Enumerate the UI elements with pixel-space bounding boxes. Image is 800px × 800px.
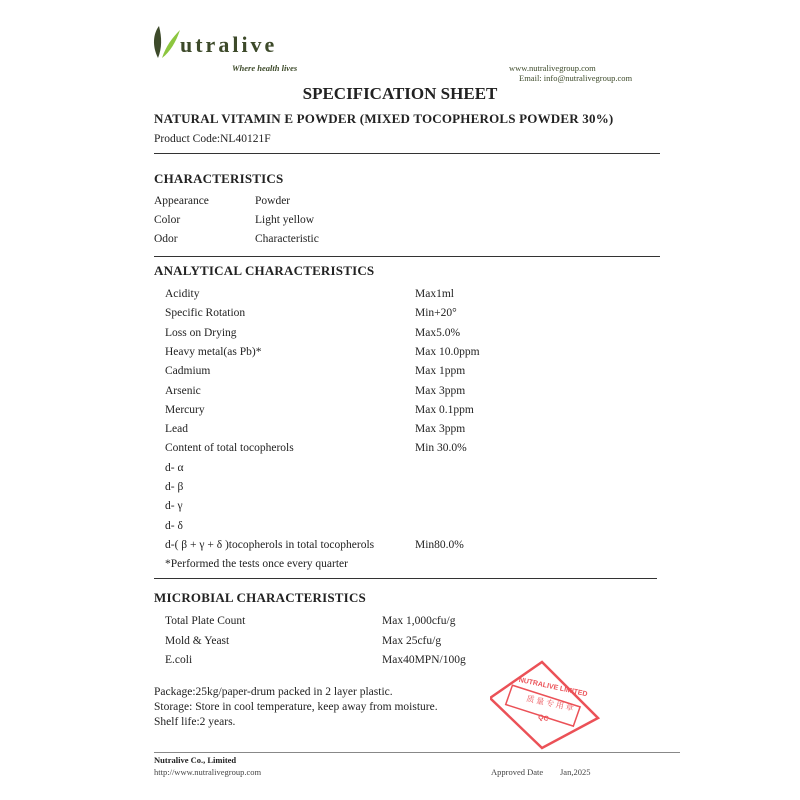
row-value: Max 3ppm — [415, 384, 466, 397]
website: www.nutralivegroup.com — [509, 63, 596, 73]
table-row — [165, 288, 765, 307]
row-label: Mold & Yeast — [165, 634, 230, 647]
row-label: Content of total tocopherols — [165, 442, 294, 455]
divider — [154, 153, 660, 154]
row-value: Max 1ppm — [415, 365, 466, 378]
analytical-heading: ANALYTICAL CHARACTERISTICS — [154, 263, 375, 278]
row-value: Min+20° — [415, 307, 457, 320]
table-row — [154, 214, 754, 233]
row-value: Max 25cfu/g — [382, 634, 442, 647]
row-label: Acidity — [165, 288, 200, 300]
row-value: Max1ml — [415, 288, 454, 300]
package-note: Package:25kg/paper-drum packed in 2 layer plastic. — [154, 686, 393, 698]
row-label: Specific Rotation — [165, 307, 246, 320]
table-row — [165, 500, 765, 519]
table-row — [165, 307, 765, 326]
row-value: Max 1,000cfu/g — [382, 615, 456, 627]
row-label: Arsenic — [165, 384, 201, 397]
row-label: d-( β + γ + δ )tocopherols in total tocopherols — [165, 538, 375, 551]
row-label: E.coli — [165, 654, 193, 666]
divider — [154, 578, 657, 579]
footer-company: Nutralive Co., Limited — [154, 755, 237, 765]
table-row — [165, 442, 765, 461]
stamp-line2: 质 量 专 用 章 — [525, 694, 575, 713]
product-code: Product Code:NL40121F — [154, 133, 271, 145]
table-row — [154, 195, 754, 214]
approved-date-label: Approved Date — [491, 767, 544, 777]
row-label: d- γ — [165, 500, 183, 513]
row-value: Max40MPN/100g — [382, 654, 466, 666]
row-value: Min 30.0% — [415, 442, 467, 455]
row-value: Min80.0% — [415, 538, 464, 551]
storage-note: Storage: Store in cool temperature, keep away from moisture. — [154, 701, 438, 713]
row-label: d- δ — [165, 519, 183, 532]
stamp-line3: QC — [537, 713, 550, 724]
row-label: Odor — [154, 233, 178, 245]
table-row — [165, 423, 765, 442]
divider — [154, 256, 660, 257]
table-row — [165, 558, 765, 577]
table-row — [165, 385, 765, 404]
tagline: Where health lives — [232, 63, 298, 73]
product-name: NATURAL VITAMIN E POWDER (MIXED TOCOPHEROLS POWDER 30%) — [154, 111, 614, 126]
table-row — [165, 462, 765, 481]
row-value: Max 10.0ppm — [415, 345, 480, 358]
row-label: d- α — [165, 461, 184, 474]
microbial-heading: MICROBIAL CHARACTERISTICS — [154, 590, 366, 605]
table-row — [165, 635, 765, 654]
table-row — [165, 615, 765, 634]
table-row — [165, 327, 765, 346]
shelf-life-note: Shelf life:2 years. — [154, 716, 236, 728]
row-value: Max 0.1ppm — [415, 403, 474, 416]
row-label: Cadmium — [165, 365, 211, 378]
row-label: Color — [154, 214, 181, 226]
row-label: Appearance — [154, 195, 209, 207]
row-value: Light yellow — [255, 214, 315, 226]
row-label: Loss on Drying — [165, 326, 237, 339]
row-label: d- β — [165, 481, 184, 493]
stamp-line1: NUTRALIVE LIMITED — [518, 676, 588, 699]
email: Email: info@nutralivegroup.com — [519, 73, 633, 83]
footer-url[interactable]: http://www.nutralivegroup.com — [154, 767, 262, 777]
footer-divider — [154, 752, 680, 753]
row-label: *Performed the tests once every quarter — [165, 558, 348, 571]
table-row — [165, 481, 765, 500]
characteristics-heading: CHARACTERISTICS — [154, 171, 284, 186]
row-value: Powder — [255, 195, 291, 207]
row-value: Characteristic — [255, 233, 319, 245]
row-label: Heavy metal(as Pb)* — [165, 345, 262, 358]
row-label: Total Plate Count — [165, 615, 246, 627]
table-row — [165, 346, 765, 365]
table-row — [154, 233, 754, 252]
leaf-logo-icon — [150, 24, 180, 60]
approved-date-value: Jan,2025 — [560, 767, 591, 777]
qc-stamp — [490, 660, 600, 750]
table-row — [165, 365, 765, 384]
row-value: Max5.0% — [415, 326, 461, 339]
table-row — [165, 520, 765, 539]
table-row — [165, 539, 765, 558]
table-row — [165, 404, 765, 423]
page-title: SPECIFICATION SHEET — [302, 84, 498, 103]
row-label: Mercury — [165, 403, 205, 416]
table-row — [165, 654, 765, 673]
row-value: Max 3ppm — [415, 423, 466, 436]
row-label: Lead — [165, 423, 188, 436]
logo-text: utralive — [180, 32, 278, 57]
